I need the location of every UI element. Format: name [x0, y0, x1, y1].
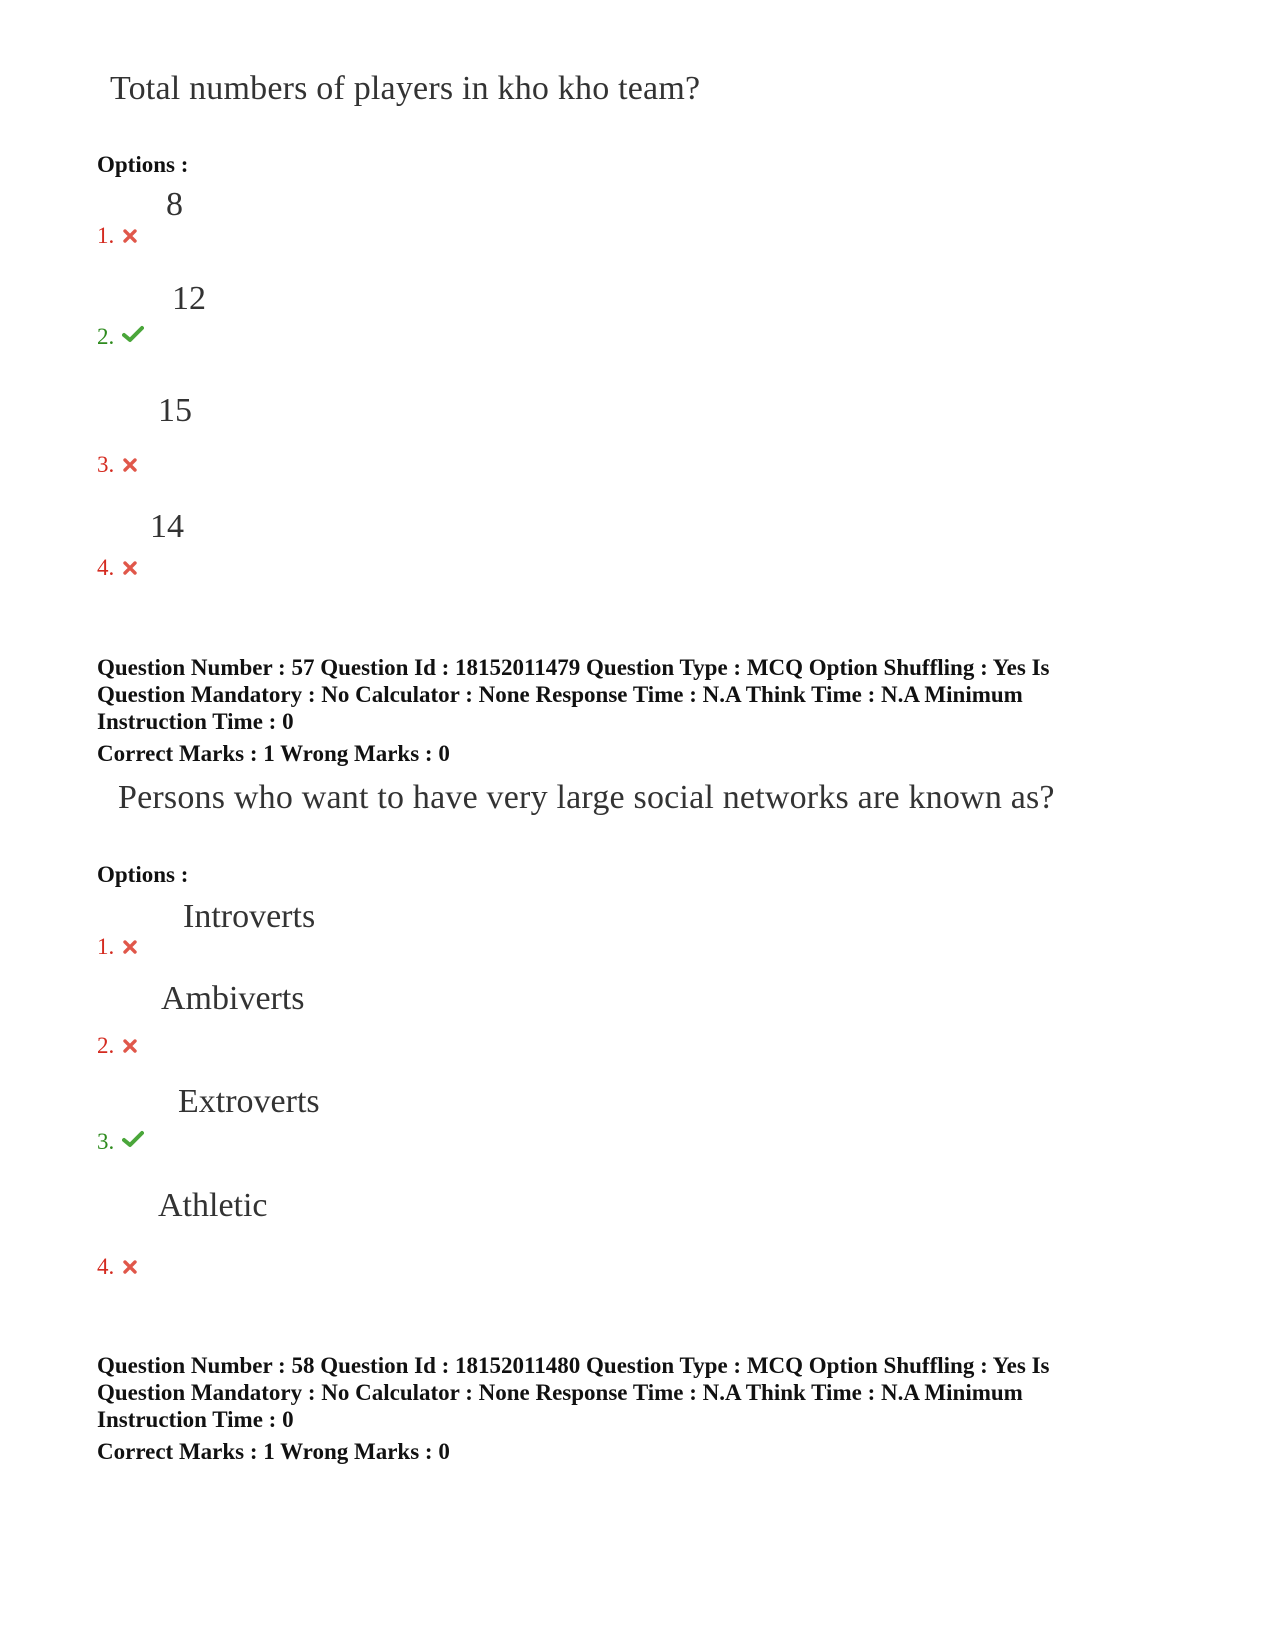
- cross-icon: [122, 1259, 138, 1275]
- option-text: Introverts: [183, 898, 316, 935]
- option-text: Extroverts: [178, 1083, 320, 1120]
- option-text: 14: [150, 508, 184, 545]
- option-text: Athletic: [158, 1187, 268, 1224]
- check-icon: [122, 1130, 144, 1148]
- meta-line: Question Mandatory : No Calculator : None Response Time : N.A Think Time : N.A Minimum: [97, 682, 1023, 707]
- option-number: 2.: [97, 1034, 138, 1057]
- check-icon: [122, 325, 144, 343]
- question-text: Persons who want to have very large social networks are known as?: [118, 779, 1055, 816]
- marks-line: Correct Marks : 1 Wrong Marks : 0: [97, 1439, 450, 1464]
- cross-icon: [122, 228, 138, 244]
- marks-line: Correct Marks : 1 Wrong Marks : 0: [97, 741, 450, 766]
- options-label: Options :: [97, 862, 189, 887]
- option-number: 1.: [97, 224, 138, 247]
- question-meta: [97, 1352, 1127, 1433]
- meta-line: Question Mandatory : No Calculator : None Response Time : N.A Think Time : N.A Minimum: [97, 1380, 1023, 1405]
- meta-line: Instruction Time : 0: [97, 1407, 294, 1432]
- option-number: 1.: [97, 935, 138, 958]
- option-number: 4.: [97, 556, 138, 579]
- cross-icon: [122, 457, 138, 473]
- option-text: Ambiverts: [161, 980, 305, 1017]
- option-text: 8: [166, 186, 183, 223]
- option-number: 4.: [97, 1255, 138, 1278]
- cross-icon: [122, 939, 138, 955]
- cross-icon: [122, 1038, 138, 1054]
- option-text: 12: [172, 280, 206, 317]
- meta-line: Instruction Time : 0: [97, 709, 294, 734]
- option-text: 15: [158, 392, 192, 429]
- option-number: 3.: [97, 453, 138, 476]
- question-text: Total numbers of players in kho kho team?: [110, 70, 701, 107]
- cross-icon: [122, 560, 138, 576]
- option-number: 3.: [97, 1130, 144, 1153]
- meta-line: Question Number : 57 Question Id : 18152011479 Question Type : MCQ Option Shuffling : Yes Is: [97, 655, 1050, 680]
- option-number: 2.: [97, 325, 144, 348]
- options-label: Options :: [97, 152, 189, 177]
- meta-line: Question Number : 58 Question Id : 18152011480 Question Type : MCQ Option Shuffling : Yes Is: [97, 1353, 1050, 1378]
- question-meta: [97, 654, 1127, 735]
